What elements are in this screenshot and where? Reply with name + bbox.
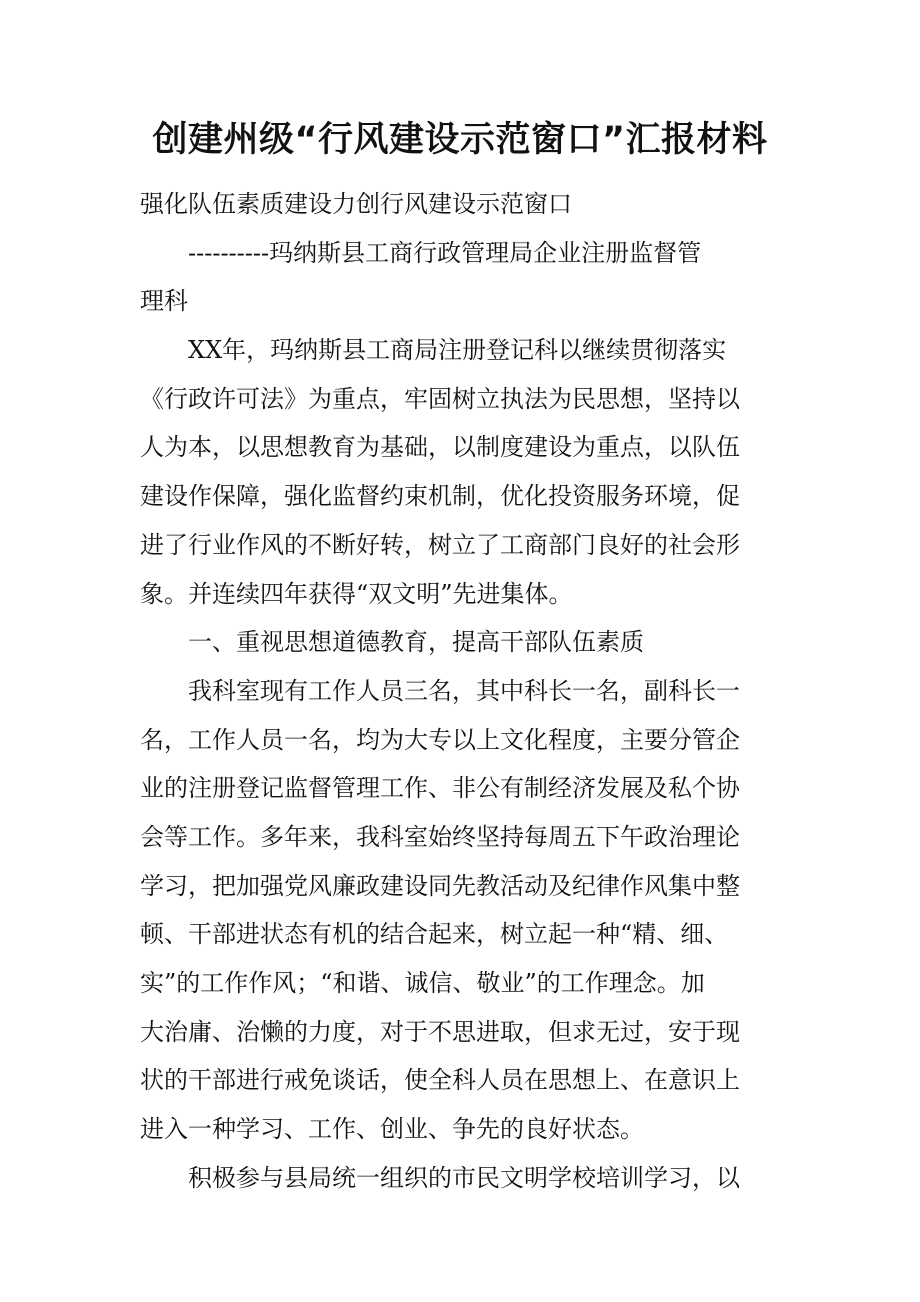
text-line: 理科 <box>140 287 188 316</box>
text-line: 名，工作人员一名，均为大专以上文化程度，主要分管企 <box>140 725 740 754</box>
text-line: 业的注册登记监督管理工作、非公有制经济发展及私个协 <box>140 774 740 803</box>
text-line: 状的干部进行戒免谈话，使全科人员在思想上、在意识上 <box>140 1066 740 1095</box>
document-body <box>140 180 780 1202</box>
text-line: 实”的工作作风；“和谐、诚信、敬业”的工作理念。加 <box>140 969 705 997</box>
text-line: 顿、干部进状态有机的结合起来，树立起一种“精、细、 <box>140 920 729 949</box>
text-line: 大治庸、治懒的力度，对于不思进取，但求无过，安于现 <box>140 1017 740 1046</box>
text-line: 一、重视思想道德教育，提高干部队伍素质 <box>188 628 644 657</box>
text-line: 会等工作。多年来，我科室始终坚持每周五下午政治理论 <box>140 822 740 851</box>
text-line: 人为本，以思想教育为基础，以制度建设为重点，以队伍 <box>140 433 740 462</box>
text-line: 学习，把加强党风廉政建设同先教活动及纪律作风集中整 <box>140 871 740 900</box>
text-line: 进了行业作风的不断好转，树立了工商部门良好的社会形 <box>140 530 740 559</box>
text-line: 象。并连续四年获得“双文明”先进集体。 <box>140 579 573 608</box>
text-line: 强化队伍素质建设力创行风建设示范窗口 <box>140 190 572 218</box>
text-line: 进入一种学习、工作、创业、争先的良好状态。 <box>140 1115 644 1144</box>
text-line: 建设作保障，强化监督约束机制，优化投资服务环境，促 <box>140 482 740 511</box>
text-line: 我科室现有工作人员三名，其中科长一名，副科长一 <box>188 676 740 705</box>
text-line: XX年，玛纳斯县工商局注册登记科以继续贯彻落实 <box>188 336 727 365</box>
text-line: 积极参与县局统一组织的市民文明学校培训学习，以 <box>188 1163 740 1192</box>
text-line: ----------玛纳斯县工商行政管理局企业注册监督管 <box>188 238 702 267</box>
text-line: 《行政许可法》为重点，牢固树立执法为民思想，坚持以 <box>140 384 740 413</box>
document-title: 创建州级“行风建设示范窗口”汇报材料 <box>152 120 768 160</box>
